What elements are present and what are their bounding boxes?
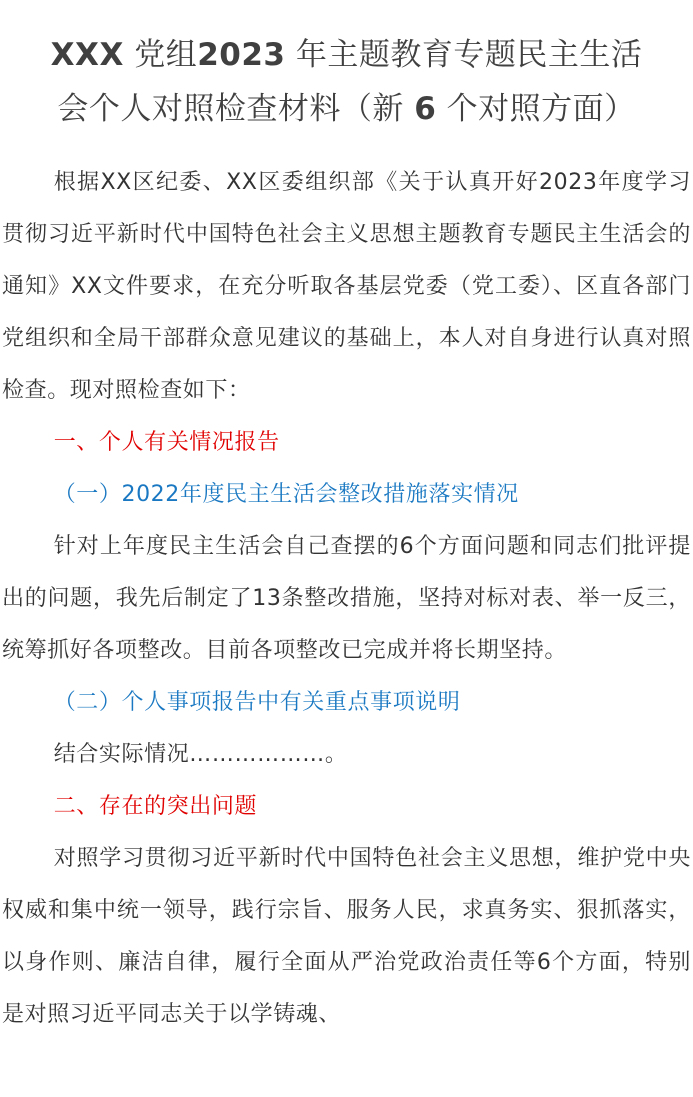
document-body xyxy=(2,157,691,1041)
title-org-type: 党组 xyxy=(134,37,198,73)
section-1-subheading-2: （二）个人事项报告中有关重点事项说明 xyxy=(53,690,461,715)
title-org-code: XXX xyxy=(50,37,124,73)
section-1-sub2-paragraph: 结合实际情况………………。 xyxy=(53,742,348,767)
section-2-heading: 二、存在的突出问题 xyxy=(53,794,258,819)
title-aspect-suffix: 个对照方面） xyxy=(446,91,636,127)
section-1-heading: 一、个人有关情况报告 xyxy=(53,430,280,455)
intro-paragraph: 根据XX区纪委、XX区委组织部《关于认真开好2023年度学习贯彻习近平新时代中国特色社会主义思想主题教育专题民主生活会的通知》XX文件要求，在充分听取各基层党委（党工委）、区直各部门党组织和全局干部群众意见建议的基础上，本人对自身进行认真对照检查。现对照检查如下： xyxy=(2,170,691,403)
title-year: 2023 xyxy=(197,37,286,73)
section-2-paragraph: 对照学习贯彻习近平新时代中国特色社会主义思想，维护党中央权威和集中统一领导，践行宗旨、服务人民，求真务实、狠抓落实，以身作则、廉洁自律，履行全面从严治党政治责任等6个方面，特别是对照习近平同志关于以学铸魂、 xyxy=(2,846,691,1027)
document-title xyxy=(0,0,693,136)
title-material: 会个人对照检查材料（新 xyxy=(57,91,404,127)
section-1-sub1-paragraph: 针对上年度民主生活会自己查摆的6个方面问题和同志们批评提出的问题，我先后制定了13条整改措施，坚持对标对表、举一反三，统筹抓好各项整改。目前各项整改已完成并将长期坚持。 xyxy=(2,534,691,663)
title-topic: 年主题教育专题民主生活 xyxy=(295,37,643,73)
title-aspect-count: 6 xyxy=(414,91,437,127)
title-line-1 xyxy=(51,37,643,73)
section-1-subheading-1: （一）2022年度民主生活会整改措施落实情况 xyxy=(53,482,519,507)
title-line-2 xyxy=(57,91,635,127)
